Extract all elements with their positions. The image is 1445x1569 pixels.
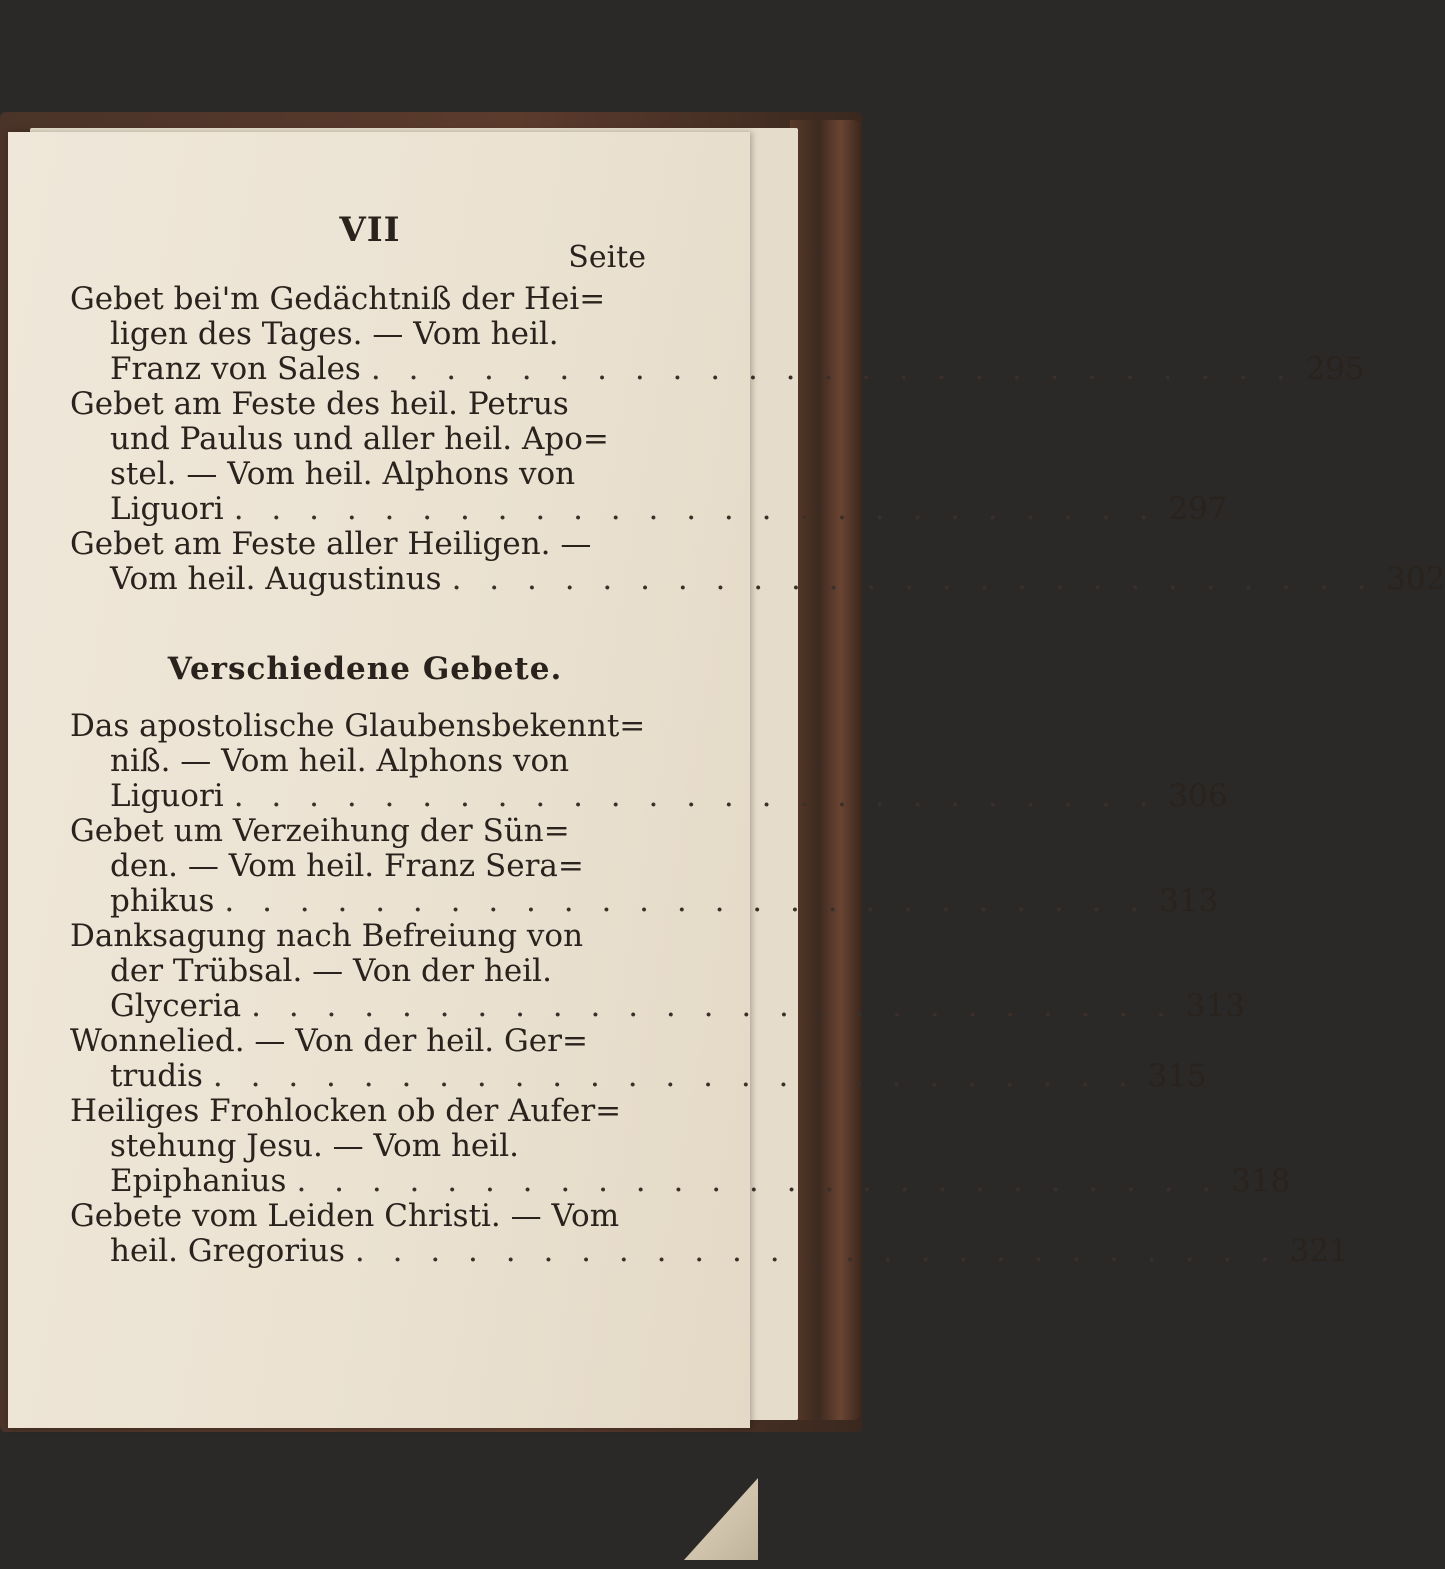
folded-page-corner [684, 1478, 758, 1560]
toc-entry [70, 1198, 1349, 1269]
section-heading: Verschiedene Gebete. [167, 651, 563, 687]
toc-entry-line: und Paulus und aller heil. Apo= [110, 421, 609, 457]
toc-entry-line: heil. Gregorius [110, 1233, 345, 1269]
toc-entry-line: den. — Vom heil. Franz Sera= [110, 848, 584, 884]
toc-entry [70, 813, 1219, 919]
toc-entry-last-line [70, 561, 1445, 597]
toc-entry [70, 1023, 1207, 1094]
toc-entry-last-line [70, 351, 1365, 387]
toc-entry-line: Gebet am Feste aller Heiligen. — [70, 526, 592, 562]
toc-entry-line: ligen des Tages. — Vom heil. [110, 316, 559, 352]
toc-entry-line: Liguori [110, 778, 224, 814]
toc-entry-line: Heiliges Frohlocken ob der Aufer= [70, 1093, 622, 1129]
toc-entry-line: Gebet um Verzeihung der Sün= [70, 813, 570, 849]
toc-entry-line: Das apostolische Glaubensbekennt= [70, 708, 646, 744]
toc-entry-line: der Trübsal. — Von der heil. [110, 953, 552, 989]
toc-entry-line: Danksagung nach Befreiung von [70, 918, 584, 954]
toc-page-number: 313 [1185, 988, 1245, 1024]
toc-entry-last-line [70, 988, 1245, 1024]
toc-entry-line: Gebet bei'm Gedächtniß der Hei= [70, 281, 606, 317]
toc-entry-line: Epiphanius [110, 1163, 287, 1199]
toc-page-number: 315 [1147, 1058, 1207, 1094]
dot-leader: . . . . . . . . . . . . . . . . . . . . . . . . . [233, 778, 1158, 814]
toc-entry [70, 526, 1445, 597]
toc-entry [70, 281, 1365, 387]
toc-entry [70, 918, 1245, 1024]
toc-entry-last-line [70, 1233, 1349, 1269]
toc-entry-line: stel. — Vom heil. Alphons von [110, 456, 576, 492]
dot-leader: . . . . . . . . . . . . . . . . . . . . . . . . . [212, 1058, 1137, 1094]
page-number: VII [339, 210, 401, 250]
toc-page-number: 302 [1386, 561, 1445, 597]
book-cover-edge [790, 120, 862, 1420]
toc-entry-last-line [70, 491, 1228, 527]
toc-page-number: 306 [1168, 778, 1228, 814]
toc-entry-line: niß. — Vom heil. Alphons von [110, 743, 570, 779]
dot-leader: . . . . . . . . . . . . . . . . . . . . . . . . . [370, 351, 1295, 387]
toc-entry [70, 1093, 1291, 1199]
toc-entry [70, 386, 1228, 527]
toc-entry-line: stehung Jesu. — Vom heil. [110, 1128, 519, 1164]
page-column-header: Seite [568, 240, 646, 275]
toc-entry-line: Glyceria [110, 988, 242, 1024]
toc-page-number: 313 [1159, 883, 1219, 919]
toc-page-number: 321 [1289, 1233, 1349, 1269]
toc-entry-line: Wonnelied. — Von der heil. Ger= [70, 1023, 588, 1059]
dot-leader: . . . . . . . . . . . . . . . . . . . . . . . . . [451, 561, 1376, 597]
dot-leader: . . . . . . . . . . . . . . . . . . . . . . . . . [224, 883, 1149, 919]
dot-leader: . . . . . . . . . . . . . . . . . . . . . . . . . [354, 1233, 1279, 1269]
dot-leader: . . . . . . . . . . . . . . . . . . . . . . . . . [251, 988, 1175, 1024]
toc-entry [70, 708, 1228, 814]
toc-entry-line: phikus [110, 883, 215, 919]
dot-leader: . . . . . . . . . . . . . . . . . . . . . . . . . [233, 491, 1158, 527]
toc-entry-line: Franz von Sales [110, 351, 361, 387]
toc-entry-line: Gebete vom Leiden Christi. — Vom [70, 1198, 620, 1234]
toc-entry-last-line [70, 778, 1228, 814]
toc-entry-last-line [70, 1163, 1291, 1199]
toc-page-number: 297 [1168, 491, 1228, 527]
toc-entry-line: Vom heil. Augustinus [110, 561, 442, 597]
table-of-contents [70, 281, 1445, 1269]
toc-page-number: 295 [1305, 351, 1365, 387]
toc-entry-line: Liguori [110, 491, 224, 527]
toc-page-number: 318 [1231, 1163, 1291, 1199]
dot-leader: . . . . . . . . . . . . . . . . . . . . . . . . . [296, 1163, 1221, 1199]
toc-entry-line: Gebet am Feste des heil. Petrus [70, 386, 569, 422]
book-page [8, 132, 1445, 1428]
toc-entry-last-line [70, 883, 1219, 919]
toc-entry-last-line [70, 1058, 1207, 1094]
toc-entry-line: trudis [110, 1058, 203, 1094]
